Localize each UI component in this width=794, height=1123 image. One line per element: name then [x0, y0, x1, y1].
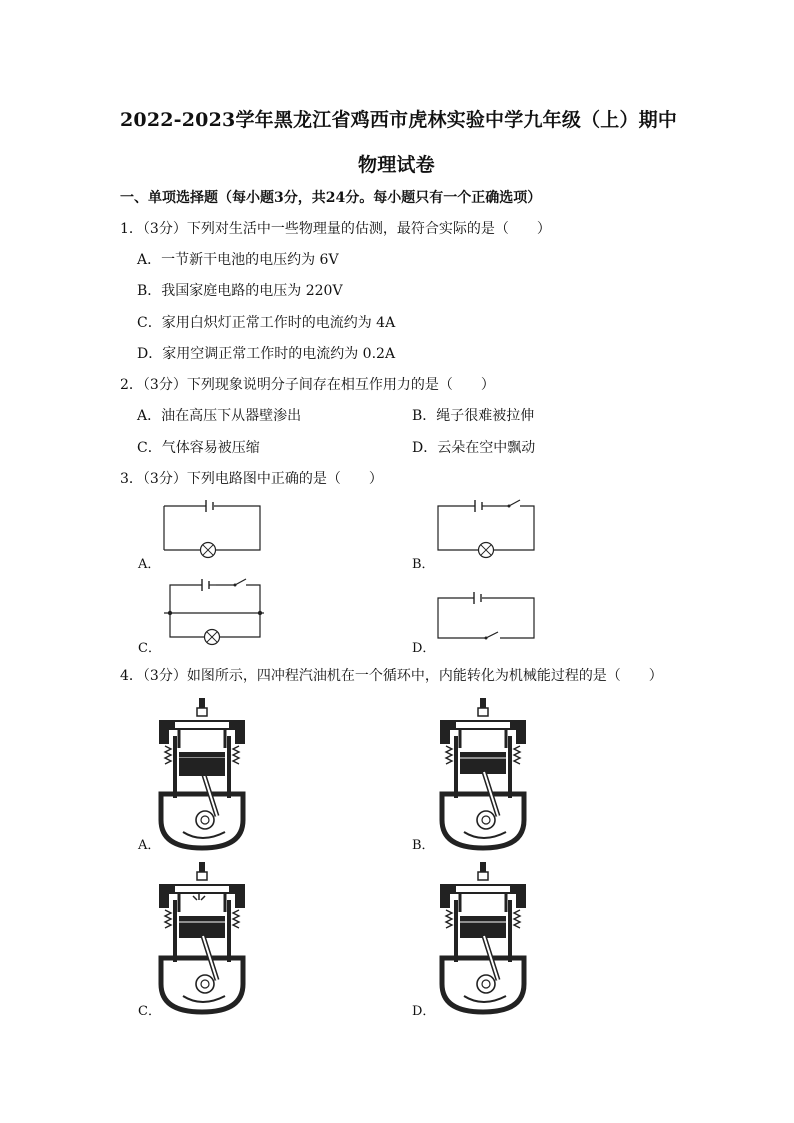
exam-title-line2: 物理试卷 — [358, 154, 435, 176]
battery-symbol — [202, 579, 216, 591]
engine-diagram-a — [155, 698, 249, 850]
question-2-stem: 2．（3分）下列现象说明分子间存在相互作用力的是（ ） — [120, 377, 495, 393]
engine-diagram-c — [155, 862, 249, 1014]
question-2-option-b: B．绳子很难被拉伸 — [412, 408, 535, 424]
circuit-diagram-b — [434, 498, 544, 560]
engine-diagram-d — [436, 862, 530, 1014]
section-heading: 一、单项选择题（每小题3分，共24分。每小题只有一个正确选项） — [120, 190, 542, 206]
switch-symbol — [485, 632, 499, 640]
lamp-symbol — [479, 543, 494, 558]
circuit-diagram-a — [160, 498, 270, 560]
question-2-option-a: A．油在高压下从器壁渗出 — [137, 408, 302, 424]
question-2-option-c: C．气体容易被压缩 — [137, 440, 260, 456]
question-3-option-c-label: C． — [138, 641, 161, 656]
question-1-option-c: C．家用白炽灯正常工作时的电流约为 4A — [137, 315, 396, 331]
question-4-option-d-label: D． — [412, 1004, 436, 1019]
question-4-option-c-label: C． — [138, 1004, 161, 1019]
question-2-option-d: D．云朵在空中飘动 — [412, 440, 536, 456]
circuit-diagram-d — [434, 590, 544, 650]
switch-symbol — [234, 579, 247, 587]
question-4-option-b-label: B． — [412, 838, 435, 853]
question-1-option-d: D．家用空调正常工作时的电流约为 0.2A — [137, 346, 396, 362]
question-3-stem: 3．（3分）下列电路图中正确的是（ ） — [120, 471, 383, 487]
question-4-option-a-label: A． — [138, 838, 161, 853]
question-3-option-a-label: A． — [138, 557, 161, 572]
battery-symbol — [474, 592, 481, 604]
engine-diagram-b — [436, 698, 530, 850]
question-1-option-b: B．我国家庭电路的电压为 220V — [137, 283, 343, 299]
question-1-stem: 1．（3分）下列对生活中一些物理量的估测，最符合实际的是（ ） — [120, 221, 551, 237]
exam-title-line1: 2022-2023学年黑龙江省鸡西市虎林实验中学九年级（上）期中 — [120, 109, 678, 131]
lamp-symbol — [205, 630, 220, 645]
question-3-option-b-label: B． — [412, 557, 435, 572]
battery-symbol — [475, 500, 490, 512]
lamp-symbol — [201, 543, 216, 558]
question-1-option-a: A．一节新干电池的电压约为 6V — [137, 252, 339, 268]
battery-symbol — [206, 500, 213, 512]
switch-symbol — [508, 500, 521, 508]
question-4-stem: 4．（3分）如图所示，四冲程汽油机在一个循环中，内能转化为机械能过程的是（ ） — [120, 668, 663, 684]
circuit-diagram-c — [160, 577, 270, 645]
question-3-option-d-label: D． — [412, 641, 436, 656]
